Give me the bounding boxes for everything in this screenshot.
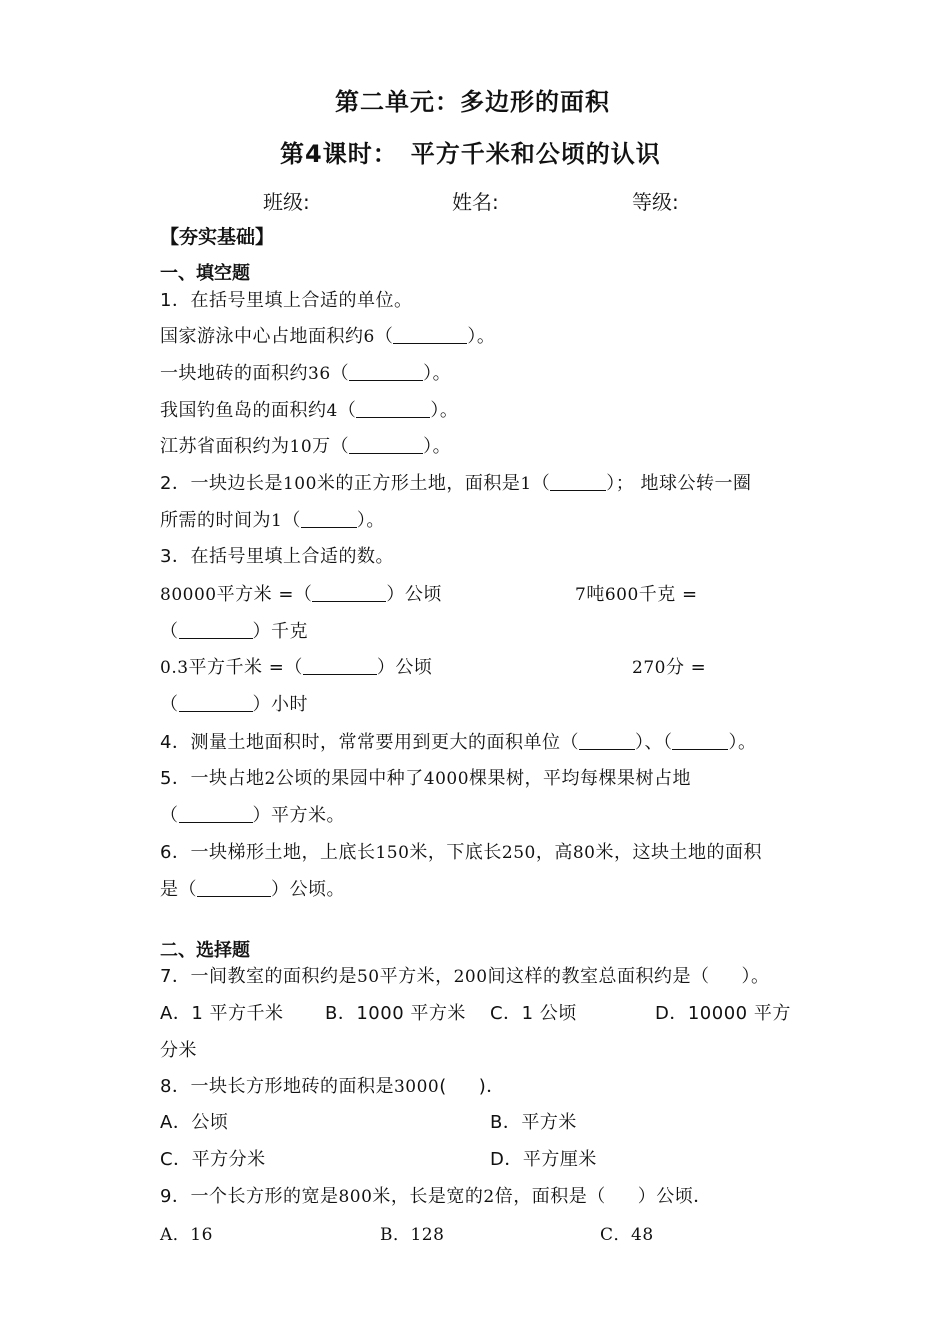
q3-stem: 3．在括号里填上合适的数。 bbox=[160, 546, 394, 567]
q3-b-cont: （ ）千克 bbox=[160, 621, 308, 642]
q8-option-c[interactable]: C．平方分米 bbox=[160, 1149, 266, 1170]
q3-d: 270分 = bbox=[632, 657, 707, 678]
q3-a: 80000平方米 =（ ）公顷 bbox=[160, 584, 442, 605]
answer-blank[interactable] bbox=[179, 620, 253, 639]
grade-label: 等级: bbox=[632, 190, 679, 214]
lesson-title: 第4课时： 平方千米和公顷的认识 bbox=[280, 140, 661, 168]
answer-blank[interactable] bbox=[303, 656, 377, 675]
answer-blank[interactable] bbox=[356, 399, 430, 418]
q7-option-d-cont: 分米 bbox=[160, 1040, 197, 1061]
answer-blank[interactable] bbox=[550, 472, 606, 491]
q8-stem: 8．一块长方形地砖的面积是3000( )． bbox=[160, 1076, 505, 1097]
q2-line1: 2．一块边长是100米的正方形土地，面积是1（ ）； 地球公转一圈 bbox=[160, 473, 752, 494]
fill-heading: 一、填空题 bbox=[160, 263, 250, 284]
q1-b: 一块地砖的面积约36（ ）。 bbox=[160, 363, 452, 384]
q3-c: 0.3平方千米 =（ ）公顷 bbox=[160, 657, 433, 678]
q7-option-d[interactable]: D．10000 平方 bbox=[655, 1003, 791, 1024]
answer-blank[interactable] bbox=[301, 509, 357, 528]
q7-option-b[interactable]: B．1000 平方米 bbox=[325, 1003, 466, 1024]
q9-stem: 9．一个长方形的宽是800米，长是宽的2倍，面积是（ ）公顷． bbox=[160, 1186, 712, 1207]
class-label: 班级: bbox=[263, 190, 310, 214]
q4: 4．测量土地面积时，常常要用到更大的面积单位（ ）、（ ）。 bbox=[160, 732, 757, 753]
answer-blank[interactable] bbox=[579, 731, 635, 750]
q6-line1: 6．一块梯形土地，上底长150米，下底长250，高80米，这块土地的面积 bbox=[160, 842, 762, 863]
answer-blank[interactable] bbox=[672, 731, 728, 750]
q7-stem: 7．一间教室的面积约是50平方米，200间这样的教室总面积约是（ ）。 bbox=[160, 966, 770, 987]
q9-option-c[interactable]: C．48 bbox=[600, 1225, 654, 1245]
q5-line2: （ ）平方米。 bbox=[160, 805, 345, 826]
q9-option-a[interactable]: A．16 bbox=[160, 1225, 213, 1245]
q1-a: 国家游泳中心占地面积约6（ ）。 bbox=[160, 326, 496, 347]
answer-blank[interactable] bbox=[349, 362, 423, 381]
q9-option-b[interactable]: B．128 bbox=[380, 1225, 445, 1245]
q8-option-b[interactable]: B．平方米 bbox=[490, 1112, 577, 1133]
q3-d-cont: （ ）小时 bbox=[160, 694, 308, 715]
q7-option-a[interactable]: A．1 平方千米 bbox=[160, 1003, 284, 1024]
answer-blank[interactable] bbox=[179, 693, 253, 712]
q8-option-a[interactable]: A．公顷 bbox=[160, 1112, 229, 1133]
q1-c: 我国钓鱼岛的面积约4（ ）。 bbox=[160, 400, 459, 421]
answer-blank[interactable] bbox=[349, 435, 423, 454]
q8-option-d[interactable]: D．平方厘米 bbox=[490, 1149, 597, 1170]
q1-stem: 1．在括号里填上合适的单位。 bbox=[160, 290, 413, 311]
q2-line2: 所需的时间为1（ ）。 bbox=[160, 510, 385, 531]
choice-heading: 二、选择题 bbox=[160, 940, 250, 961]
q3-b: 7吨600千克 = bbox=[575, 584, 698, 605]
answer-blank[interactable] bbox=[312, 583, 386, 602]
q6-line2: 是（ ）公顷。 bbox=[160, 879, 345, 900]
section-basic: 【夯实基础】 bbox=[160, 226, 275, 248]
q1-d: 江苏省面积约为10万（ ）。 bbox=[160, 436, 452, 457]
q5-line1: 5．一块占地2公顷的果园中种了4000棵果树，平均每棵果树占地 bbox=[160, 768, 692, 789]
answer-blank[interactable] bbox=[393, 325, 467, 344]
unit-title: 第二单元：多边形的面积 bbox=[335, 88, 610, 116]
name-label: 姓名: bbox=[452, 190, 499, 214]
q7-option-c[interactable]: C．1 公顷 bbox=[490, 1003, 577, 1024]
answer-blank[interactable] bbox=[179, 804, 253, 823]
answer-blank[interactable] bbox=[197, 878, 271, 897]
